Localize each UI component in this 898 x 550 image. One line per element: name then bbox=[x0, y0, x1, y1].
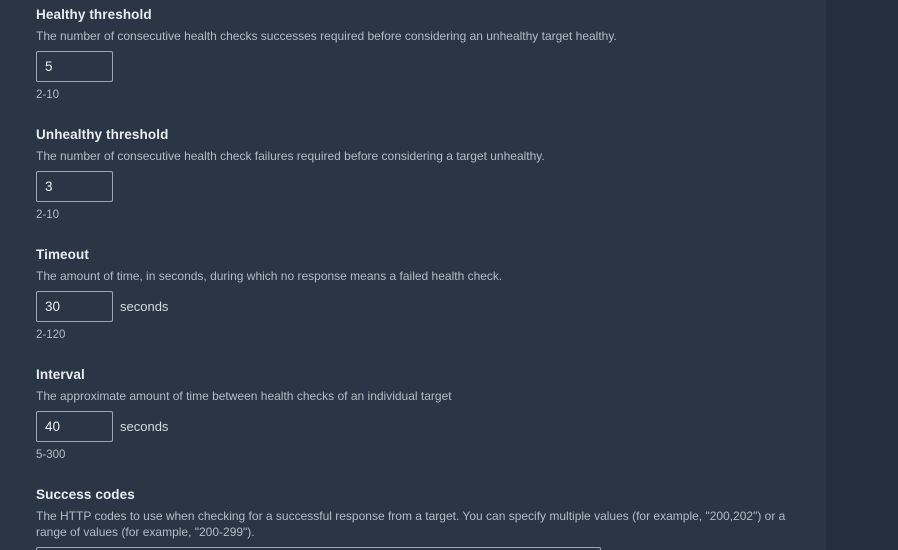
timeout-input[interactable] bbox=[36, 291, 113, 322]
field-interval bbox=[36, 366, 790, 462]
field-unhealthy-threshold bbox=[36, 126, 790, 222]
field-description: The amount of time, in seconds, during which no response means a failed health check. bbox=[36, 269, 503, 283]
field-timeout bbox=[36, 246, 790, 342]
healthy-threshold-input[interactable] bbox=[36, 51, 113, 82]
field-spacer bbox=[36, 222, 790, 246]
field-label: Unhealthy threshold bbox=[36, 127, 169, 142]
field-hint: 2-10 bbox=[36, 209, 60, 221]
input-row bbox=[36, 171, 790, 202]
field-description: The number of consecutive health check failures required before considering a target unhealthy. bbox=[36, 149, 545, 163]
field-label: Healthy threshold bbox=[36, 7, 152, 22]
field-hint: 2-120 bbox=[36, 329, 66, 341]
field-spacer bbox=[36, 462, 790, 486]
right-gutter bbox=[826, 0, 898, 550]
field-description: The approximate amount of time between health checks of an individual target bbox=[36, 389, 452, 403]
field-hint: 5-300 bbox=[36, 449, 66, 461]
timeout-unit-label: seconds bbox=[120, 299, 169, 314]
field-label: Timeout bbox=[36, 247, 89, 262]
field-label: Interval bbox=[36, 367, 85, 382]
input-row bbox=[36, 51, 790, 82]
input-row bbox=[36, 291, 790, 322]
field-hint: 2-10 bbox=[36, 89, 60, 101]
field-spacer bbox=[36, 342, 790, 366]
field-description: The HTTP codes to use when checking for a successful response from a target. You can specify multiple values (for example, "200,202") or a range of values (for example, "200-299"). bbox=[36, 509, 786, 539]
field-success-codes bbox=[36, 486, 790, 550]
unhealthy-threshold-input[interactable] bbox=[36, 171, 113, 202]
interval-input[interactable] bbox=[36, 411, 113, 442]
input-row bbox=[36, 411, 790, 442]
field-spacer bbox=[36, 102, 790, 126]
field-healthy-threshold bbox=[36, 6, 790, 102]
interval-unit-label: seconds bbox=[120, 419, 169, 434]
field-label: Success codes bbox=[36, 487, 135, 502]
field-description: The number of consecutive health checks successes required before considering an unhealthy target healthy. bbox=[36, 29, 617, 43]
